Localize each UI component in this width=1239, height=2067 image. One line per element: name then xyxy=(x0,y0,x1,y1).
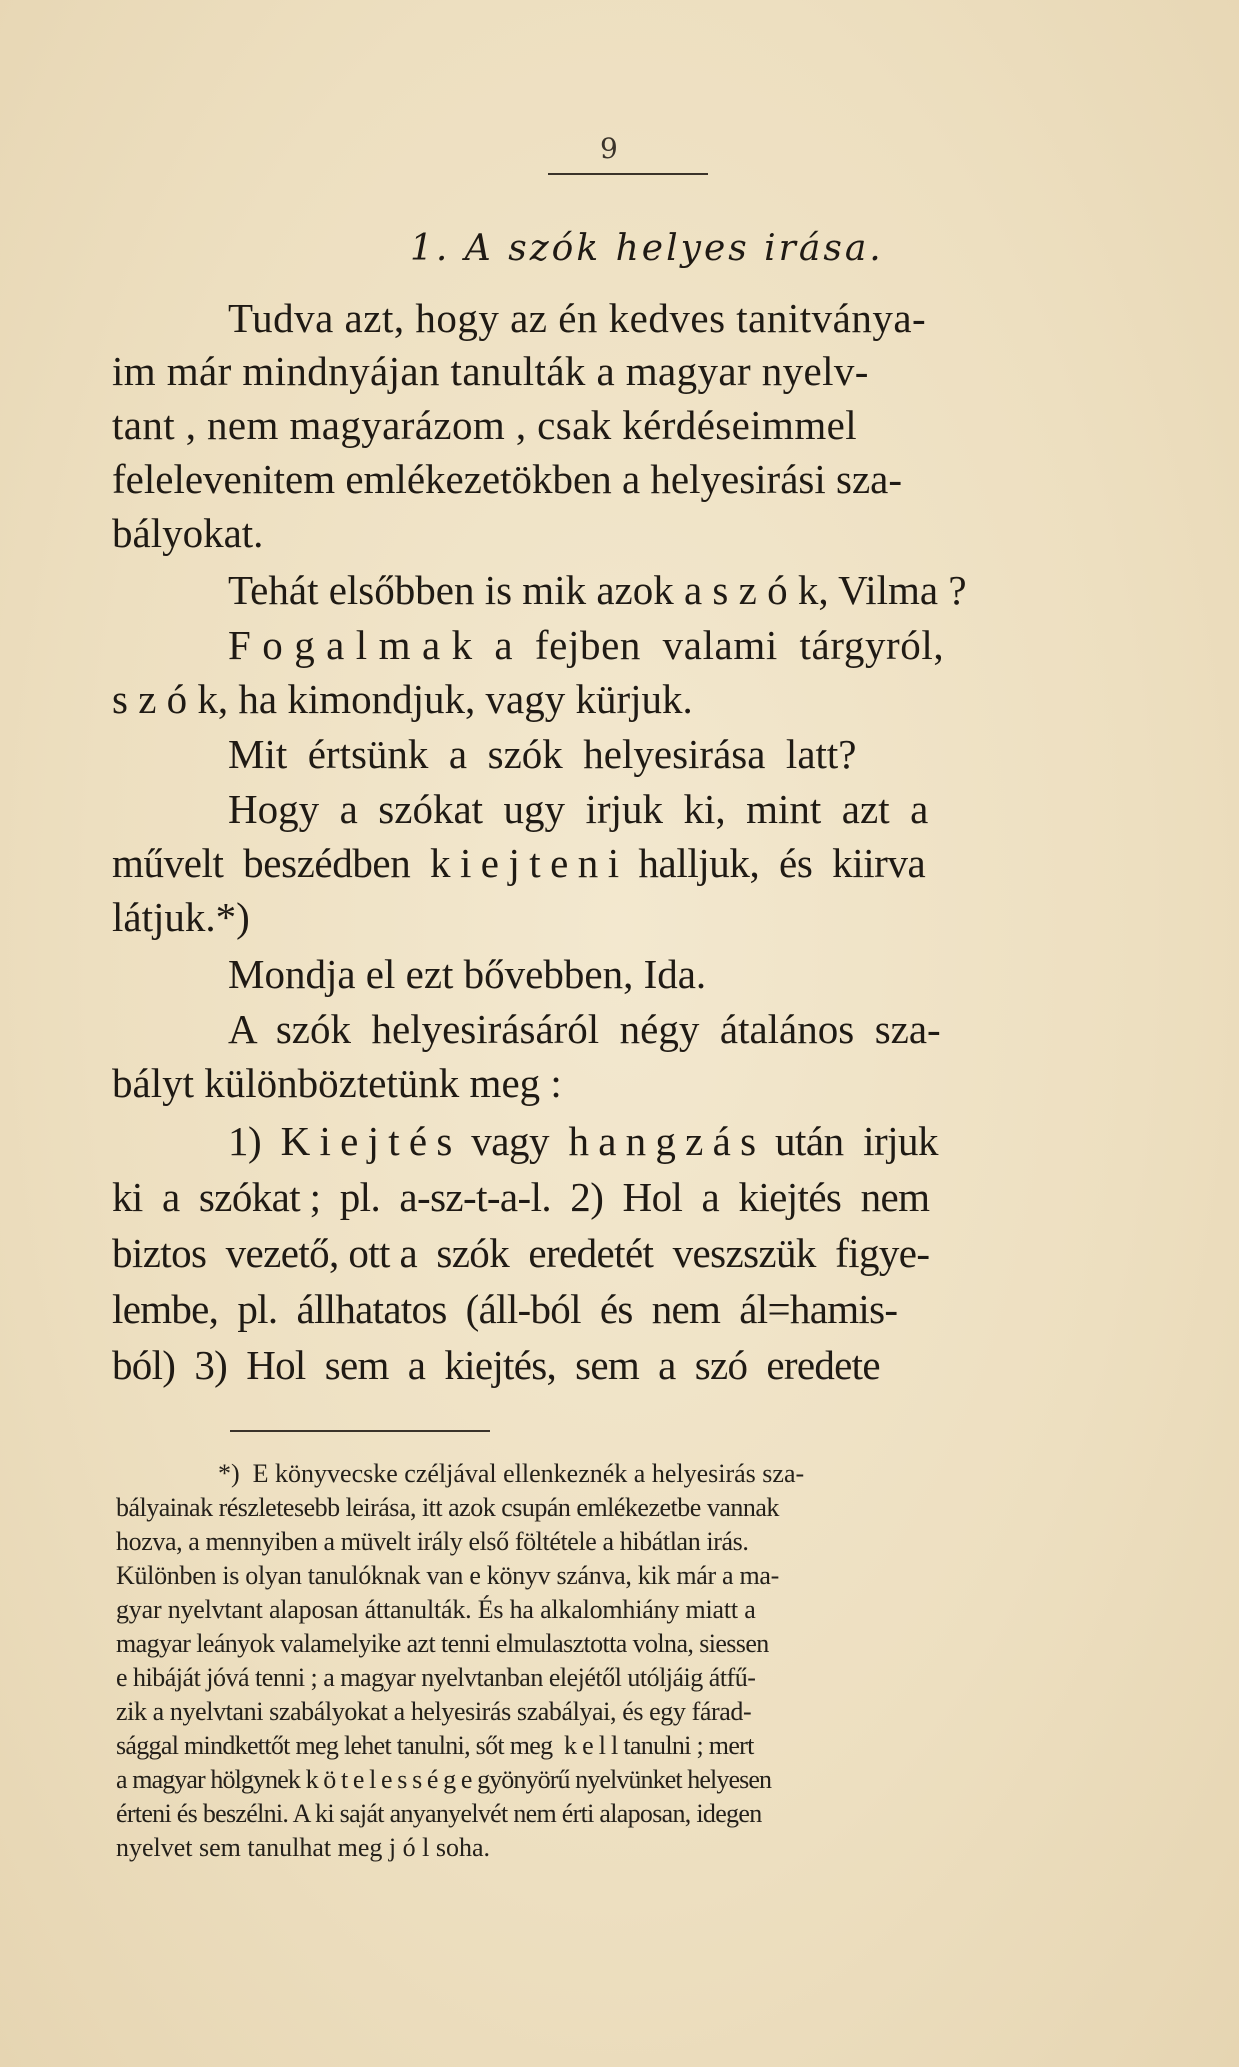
body-line: bályokat. xyxy=(112,510,264,556)
footnote-line: a magyar hölgynek k ö t e l e s s é g e gyönyörű nyelvünket helyesen xyxy=(116,1765,772,1794)
footnote-line: hozva, a mennyiben a müvelt irály első föltétele a hibátlan irás. xyxy=(116,1527,749,1556)
body-line: látjuk.*) xyxy=(112,894,250,940)
body-line: s z ó k, ha kimondjuk, vagy kürjuk. xyxy=(112,676,693,722)
body-line: művelt beszédben k i e j t e n i halljuk, és kiirva xyxy=(112,840,926,886)
page-number: 9 xyxy=(600,132,618,165)
footnote-line: e hibáját jóvá tenni ; a magyar nyelvtanban elejétől utóljáig átfű- xyxy=(116,1663,756,1692)
body-line: Tehát elsőbben is mik azok a s z ó k, Vilma ? xyxy=(228,567,967,613)
body-line: ból) 3) Hol sem a kiejtés, sem a szó eredete xyxy=(112,1342,880,1388)
footnote-line: bályainak részletesebb leirása, itt azok csupán emlékezetbe vannak xyxy=(116,1493,779,1522)
page-number-rule xyxy=(548,173,708,175)
footnote-line: magyar leányok valamelyike azt tenni elmulasztotta volna, siessen xyxy=(116,1629,769,1658)
body-line: Hogy a szókat ugy irjuk ki, mint azt a xyxy=(228,786,929,832)
body-line: Mondja el ezt bővebben, Ida. xyxy=(228,951,707,997)
footnote-line: *) E könyvecske czéljával ellenkeznék a helyesirás sza- xyxy=(218,1459,805,1488)
body-line: biztos vezető, ott a szók eredetét veszszük figye- xyxy=(112,1230,930,1276)
footnote-rule xyxy=(230,1430,490,1432)
body-line: tant , nem magyarázom , csak kérdéseimmel xyxy=(112,402,858,448)
footnote-line: zik a nyelvtani szabályokat a helyesirás szabályai, és egy fárad- xyxy=(116,1697,752,1726)
body-line: F o g a l m a k a fejben valami tárgyról, xyxy=(228,622,945,668)
footnote-line: gyar nyelvtant alaposan áttanulták. És ha alkalomhiány miatt a xyxy=(116,1595,756,1624)
body-line: im már mindnyájan tanulták a magyar nyelv- xyxy=(112,348,869,394)
footnote-line: érteni és beszélni. A ki saját anyanyelvét nem érti alaposan, idegen xyxy=(116,1799,762,1828)
body-line: Mit értsünk a szók helyesirása latt? xyxy=(228,731,857,777)
footnote-line: nyelvet sem tanulhat meg j ó l soha. xyxy=(116,1833,491,1862)
body-line: ki a szókat ; pl. a-sz-t-a-l. 2) Hol a kiejtés nem xyxy=(112,1174,930,1220)
body-line: felelevenitem emlékezetökben a helyesirási sza- xyxy=(112,456,902,502)
section-heading: 1. A szók helyes irása. xyxy=(410,228,884,269)
body-line: bályt különböztetünk meg : xyxy=(112,1060,562,1106)
footnote-line: sággal mindkettőt meg lehet tanulni, sőt meg k e l l tanulni ; mert xyxy=(116,1731,754,1760)
body-line: Tudva azt, hogy az én kedves tanitványa- xyxy=(228,295,927,341)
body-line: A szók helyesirásáról négy átalános sza- xyxy=(228,1006,941,1052)
body-line: lembe, pl. állhatatos (áll-ból és nem ál=hamis- xyxy=(112,1286,898,1332)
body-line: 1) K i e j t é s vagy h a n g z á s után irjuk xyxy=(228,1118,939,1164)
footnote-line: Különben is olyan tanulóknak van e könyv szánva, kik már a ma- xyxy=(116,1561,779,1590)
